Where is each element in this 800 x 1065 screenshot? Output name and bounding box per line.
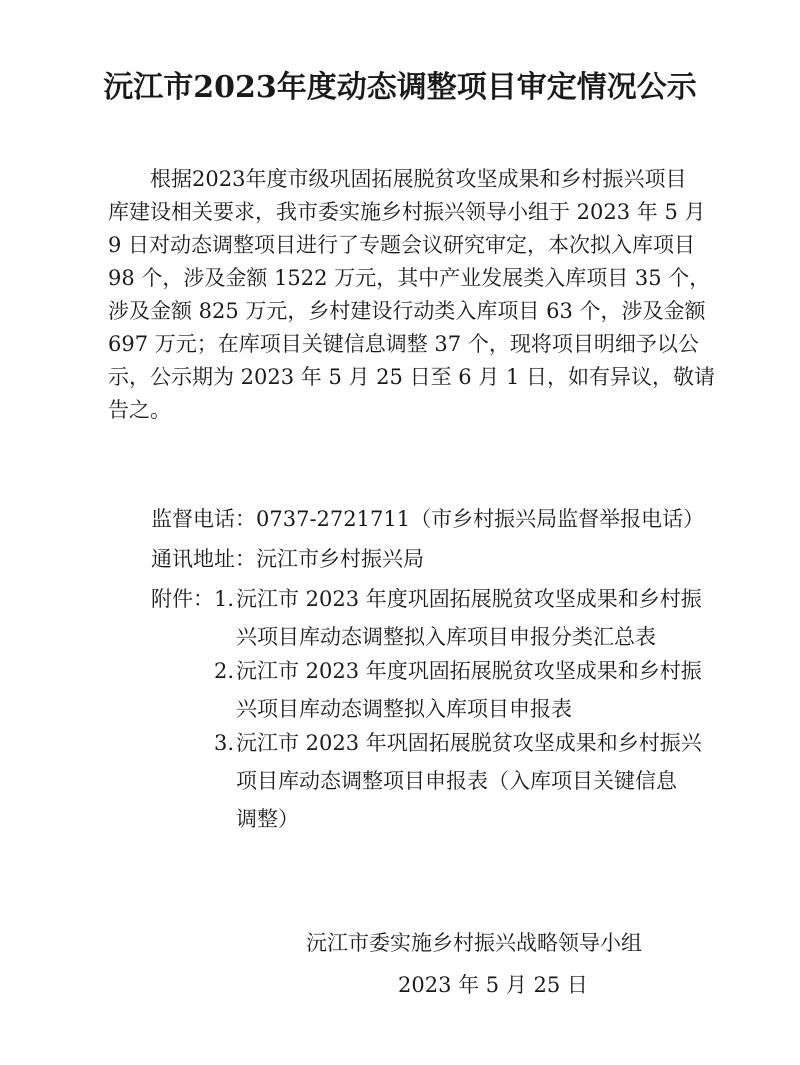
attachment-number: 1. xyxy=(214,587,235,611)
attachment-item xyxy=(214,655,714,731)
attachment-number: 3. xyxy=(214,731,235,755)
body-line: 697 万元；在库项目关键信息调整 37 个，现将项目明细予以公 xyxy=(108,332,699,356)
body-line: 示，公示期为 2023 年 5 月 25 日至 6 月 1 日，如有异议，敬请 xyxy=(108,365,715,389)
attachment-line: 调整） xyxy=(236,807,299,831)
attachment-line: 兴项目库动态调整拟入库项目申报表 xyxy=(236,697,572,721)
attachment-line: 沅江市 2023 年度巩固拓展脱贫攻坚成果和乡村振 xyxy=(236,587,702,611)
body-line: 98 个，涉及金额 1522 万元，其中产业发展类入库项目 35 个， xyxy=(108,266,711,290)
body-line: 库建设相关要求，我市委实施乡村振兴领导小组于 2023 年 5 月 xyxy=(108,200,706,224)
attachment-item xyxy=(214,583,714,659)
attachments-label: 附件： xyxy=(151,587,214,611)
attachment-line: 项目库动态调整项目申报表（入库项目关键信息 xyxy=(236,769,677,793)
signature-organization: 沅江市委实施乡村振兴战略领导小组 xyxy=(306,931,642,955)
signature-date: 2023 年 5 月 25 日 xyxy=(398,973,588,997)
attachment-line: 兴项目库动态调整拟入库项目申报分类汇总表 xyxy=(236,625,656,649)
document-title: 沅江市2023年度动态调整项目审定情况公示 xyxy=(103,70,697,105)
attachment-number: 2. xyxy=(214,659,235,683)
supervision-phone: 监督电话：0737-2721711（市乡村振兴局监督举报电话） xyxy=(151,507,705,531)
attachment-line: 沅江市 2023 年度巩固拓展脱贫攻坚成果和乡村振 xyxy=(236,659,702,683)
body-line: 9 日对动态调整项目进行了专题会议研究审定，本次拟入库项目 xyxy=(108,233,696,257)
attachment-item xyxy=(214,727,714,841)
body-line: 涉及金额 825 万元，乡村建设行动类入库项目 63 个，涉及金额 xyxy=(108,299,706,323)
attachment-line: 沅江市 2023 年巩固拓展脱贫攻坚成果和乡村振兴 xyxy=(236,731,702,755)
contact-address: 通讯地址：沅江市乡村振兴局 xyxy=(151,547,424,571)
body-line: 告之。 xyxy=(108,398,171,422)
body-line: 根据2023年度市级巩固拓展脱贫攻坚成果和乡村振兴项目 xyxy=(150,167,687,191)
body-paragraph xyxy=(108,163,715,427)
